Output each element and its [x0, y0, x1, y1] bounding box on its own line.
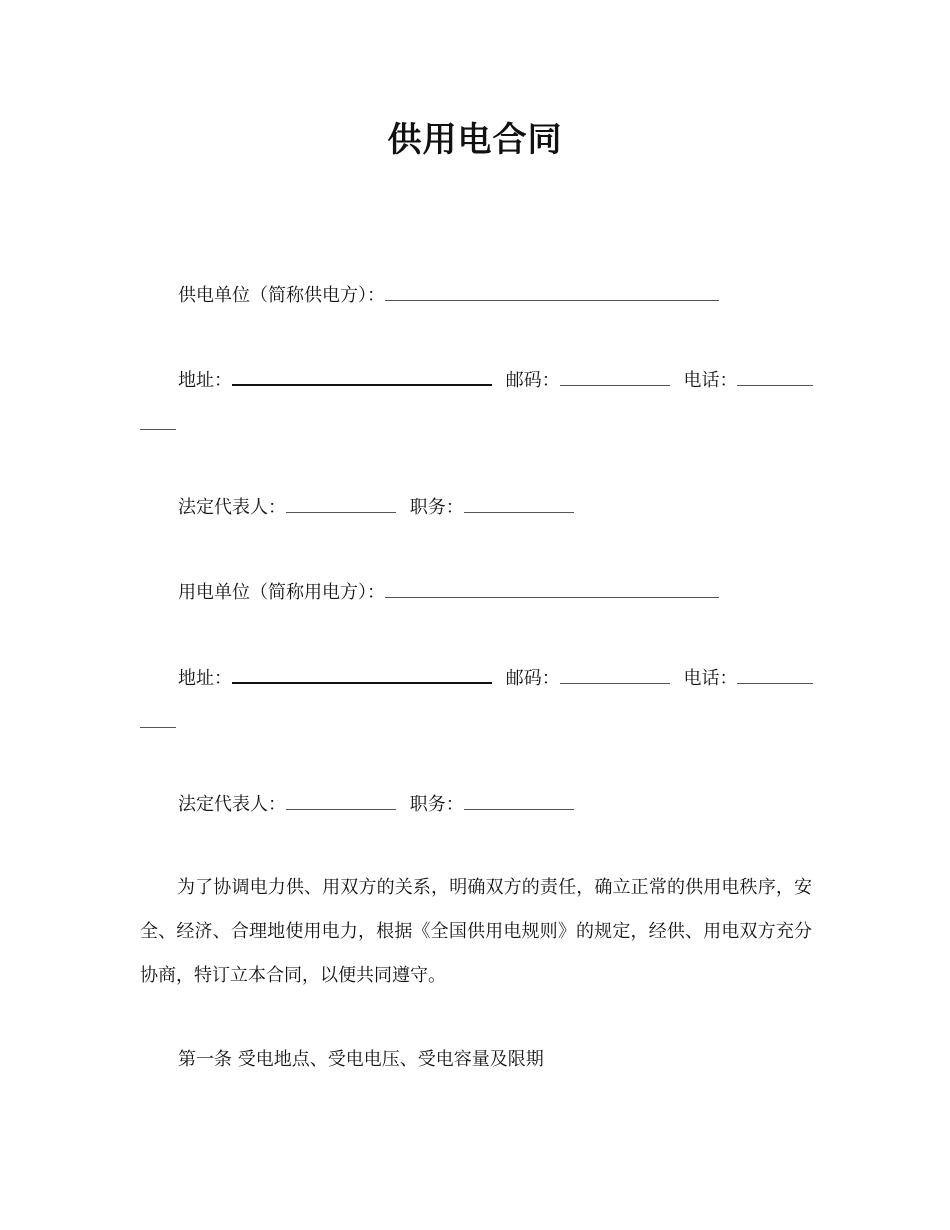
- supplier-name-blank[interactable]: [385, 284, 719, 301]
- consumer-position-blank[interactable]: [464, 793, 574, 810]
- postcode-label: 邮码：: [505, 370, 560, 391]
- supplier-position-blank[interactable]: [464, 496, 574, 513]
- consumer-phone-blank[interactable]: [737, 667, 813, 684]
- supplier-address-line: [178, 368, 813, 393]
- consumer-legal-rep-blank[interactable]: [286, 793, 396, 810]
- address-label: 地址：: [178, 370, 232, 391]
- phone-label: 电话：: [683, 370, 738, 391]
- supplier-postcode-blank[interactable]: [560, 369, 670, 386]
- consumer-address-line: [178, 666, 813, 691]
- supplier-phone-blank[interactable]: [737, 369, 813, 386]
- consumer-label: 用电单位（简称用电方）：: [178, 582, 385, 603]
- document-title: 供用电合同: [387, 120, 563, 160]
- preamble-paragraph: 为了协调电力供、用双方的关系，明确双方的责任，确立正常的供用电秩序，安全、经济、合理地使用电力，根据《全国供用电规则》的规定，经供、用电双方充分协商，特订立本合同，以便共同遵守。: [140, 877, 812, 986]
- consumer-postcode-blank[interactable]: [560, 667, 670, 684]
- supplier-label: 供电单位（简称供电方）：: [178, 285, 385, 306]
- consumer-line: [178, 581, 719, 605]
- supplier-phone-blank-continued: [140, 429, 176, 430]
- postcode-label: 邮码：: [505, 668, 560, 689]
- consumer-address-blank[interactable]: [232, 666, 492, 684]
- consumer-legal-rep-line: [178, 793, 574, 817]
- consumer-name-blank[interactable]: [385, 581, 719, 598]
- supplier-address-blank[interactable]: [232, 368, 492, 386]
- consumer-phone-blank-continued: [140, 727, 176, 728]
- supplier-legal-rep-blank[interactable]: [286, 496, 396, 513]
- legal-rep-label: 法定代表人：: [178, 794, 286, 815]
- phone-label: 电话：: [683, 668, 738, 689]
- legal-rep-label: 法定代表人：: [178, 497, 286, 518]
- article-1-heading: 第一条 受电地点、受电电压、受电容量及限期: [178, 1049, 544, 1070]
- supplier-line: [178, 284, 719, 308]
- address-label: 地址：: [178, 668, 232, 689]
- position-label: 职务：: [409, 794, 464, 815]
- supplier-legal-rep-line: [178, 496, 574, 520]
- position-label: 职务：: [409, 497, 464, 518]
